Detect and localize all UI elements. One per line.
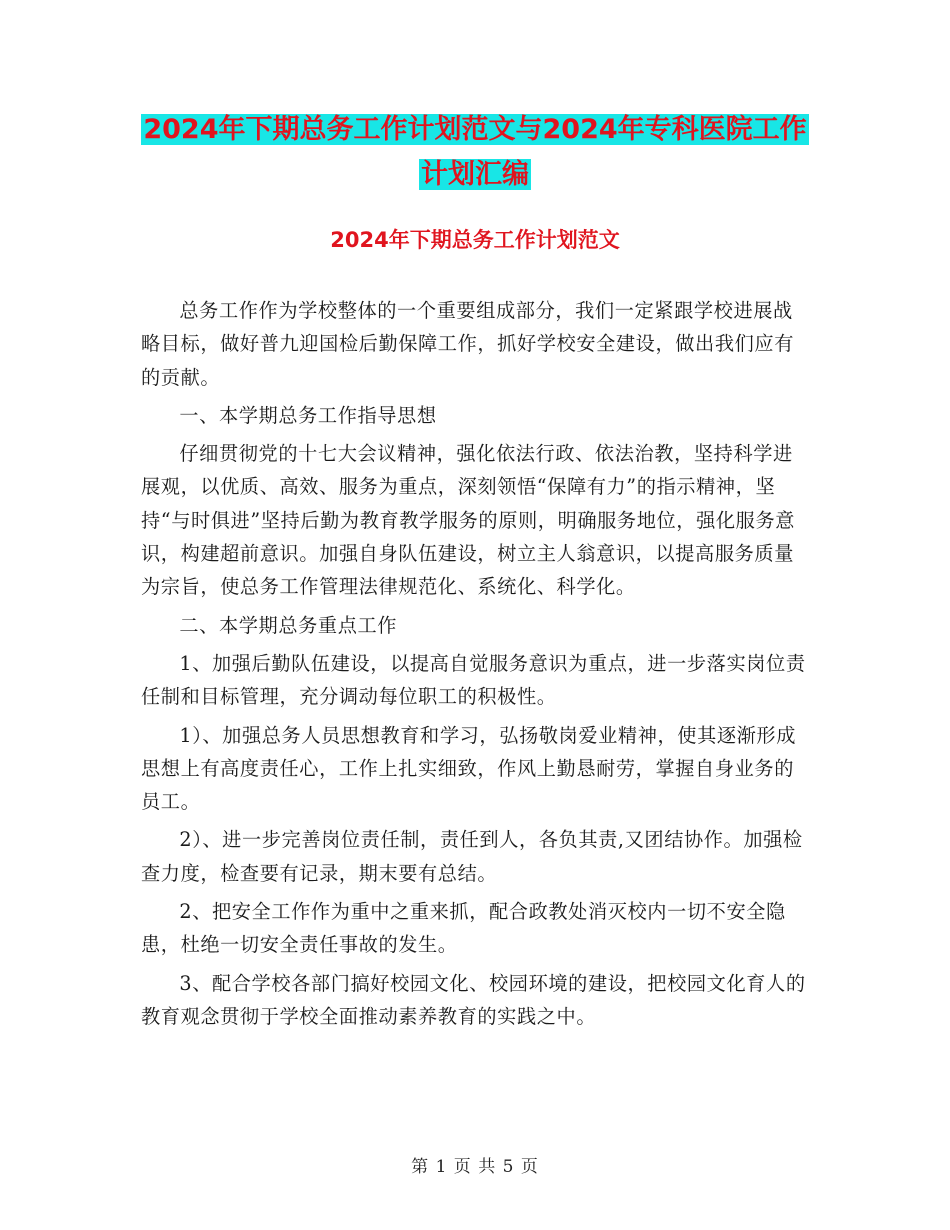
section-title: 2024年下期总务工作计划范文	[330, 228, 620, 252]
section-heading: 二、本学期总务重点工作	[179, 613, 398, 637]
document-title-line-2: 计划汇编	[421, 159, 529, 190]
page-footer: 第 1 页 共 5 页	[411, 1157, 539, 1177]
paragraph: 3、配合学校各部门搞好校园文化、校园环境的建设，把校园文化育人的教育观念贯彻于学校全面推动素养教育的实践之中。	[141, 971, 806, 1028]
document-body	[141, 289, 806, 1033]
paragraph: 1）、加强总务人员思想教育和学习，弘扬敬岗爱业精神，使其逐渐形成思想上有高度责任心，工作上扎实细致，作风上勤恳耐劳，掌握自身业务的员工。	[141, 723, 797, 814]
paragraph: 1、加强后勤队伍建设，以提高自觉服务意识为重点，进一步落实岗位责任制和目标管理，充分调动每位职工的积极性。	[141, 651, 806, 709]
paragraph: 总务工作作为学校整体的一个重要组成部分，我们一定紧跟学校进展战略目标，做好普九迎国检后勤保障工作，抓好学校安全建设，做出我们应有的贡献。	[141, 299, 794, 389]
paragraph: 仔细贯彻党的十七大会议精神，强化依法行政、依法治教，坚持科学进展观，以优质、高效、服务为重点，深刻领悟“保障有力”的指示精神，坚持“与时俱进”坚持后勤为教育教学服务的原则，明确服务地位，强化服务意识，构建超前意识。加强自身队伍建设，树立主人翁意识，以提高服务质量为宗旨，使总务工作管理法律规范化、系统化、科学化。	[141, 442, 796, 599]
section-heading: 一、本学期总务工作指导思想	[179, 403, 437, 427]
paragraph: 2）、进一步完善岗位责任制，责任到人，各负其责,又团结协作。加强检查力度，检查要有记录，期末要有总结。	[141, 828, 803, 885]
document-title-line-1: 2024年下期总务工作计划范文与2024年专科医院工作	[143, 114, 807, 145]
paragraph: 2、把安全工作作为重中之重来抓，配合政教处消灭校内一切不安全隐患，杜绝一切安全责任事故的发生。	[141, 900, 786, 957]
